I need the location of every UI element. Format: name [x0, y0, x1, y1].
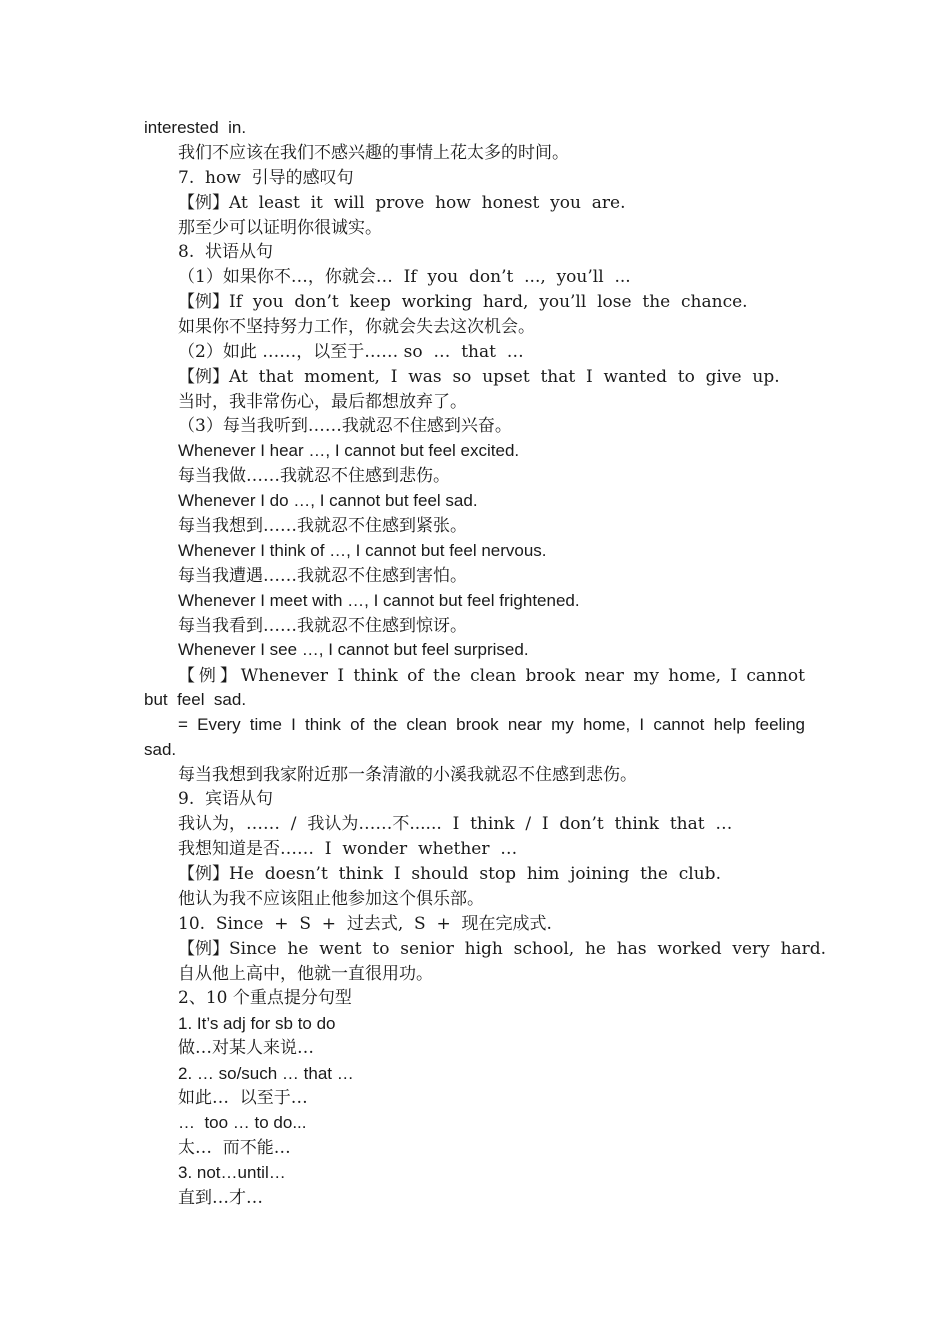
text-line: … too … to do...	[178, 1113, 307, 1132]
text-line: 我们不应该在我们不感兴趣的事情上花太多的时间。	[178, 143, 569, 163]
text-line: 每当我遭遇……我就忍不住感到害怕。	[178, 566, 467, 586]
text-line: 当时，我非常伤心，最后都想放弃了。	[178, 392, 467, 412]
text-line: Whenever I see …, I cannot but feel surprised.	[178, 640, 529, 659]
text-line: 每当我想到我家附近那一条清澈的小溪我就忍不住感到悲伤。	[178, 765, 637, 785]
example-sentence: 【例】Whenever I think of the clean brook near my home, I cannot	[178, 666, 805, 686]
text-line: Whenever I do …, I cannot but feel sad.	[178, 491, 478, 510]
text-line: 直到…才…	[178, 1188, 263, 1208]
section-heading: 2、10 个重点提分句型	[178, 988, 352, 1008]
example-sentence: 【例】At least it will prove how honest you are.	[178, 193, 626, 213]
example-sentence: 【例】At that moment, I was so upset that I wanted to give up.	[178, 367, 780, 387]
text-line: （2）如此 ……，以至于…… so … that …	[178, 342, 524, 362]
example-sentence: 【例】Since he went to senior high school, he has worked very hard.	[178, 939, 827, 959]
text-line: 自从他上高中，他就一直很用功。	[178, 964, 433, 984]
text-line: 如果你不坚持努力工作，你就会失去这次机会。	[178, 317, 535, 337]
text-line: but feel sad.	[144, 690, 247, 709]
text-line: （3）每当我听到……我就忍不住感到兴奋。	[178, 416, 512, 436]
text-line: 做…对某人来说…	[178, 1038, 314, 1058]
text-line: 2. … so/such … that …	[178, 1064, 354, 1083]
text-line: 如此… 以至于…	[178, 1088, 308, 1108]
text-line: 每当我想到……我就忍不住感到紧张。	[178, 516, 467, 536]
section-heading: 8. 状语从句	[178, 242, 274, 262]
text-line: 我想知道是否…… I wonder whether …	[178, 839, 518, 859]
text-line: interested in.	[144, 118, 247, 137]
section-heading: 10. Since + S + 过去式, S + 现在完成式.	[178, 914, 552, 934]
text-line: 每当我做……我就忍不住感到悲伤。	[178, 466, 450, 486]
text-line: 我认为，…… / 我认为……不...... I think / I don’t think that …	[178, 814, 733, 834]
text-line: 每当我看到……我就忍不住感到惊讶。	[178, 616, 467, 636]
text-line: Whenever I meet with …, I cannot but feel frightened.	[178, 591, 580, 610]
section-heading: 7. how 引导的感叹句	[178, 168, 354, 188]
text-line: 1. It’s adj for sb to do	[178, 1014, 336, 1033]
text-line: 太… 而不能…	[178, 1138, 291, 1158]
text-line: Whenever I hear …, I cannot but feel excited.	[178, 441, 520, 460]
text-line: 他认为我不应该阻止他参加这个俱乐部。	[178, 889, 484, 909]
section-heading: 9. 宾语从句	[178, 789, 274, 809]
text-line: 那至少可以证明你很诚实。	[178, 218, 382, 238]
text-line: = Every time I think of the clean brook near my home, I cannot help feeling	[178, 715, 805, 734]
text-line: 3. not…until…	[178, 1163, 286, 1182]
text-line: sad.	[144, 740, 177, 759]
text-line: Whenever I think of …, I cannot but feel nervous.	[178, 541, 547, 560]
example-sentence: 【例】He doesn’t think I should stop him joining the club.	[178, 864, 721, 884]
example-sentence: 【例】If you don’t keep working hard, you’ll lose the chance.	[178, 292, 748, 312]
text-line: （1）如果你不…，你就会… If you don’t ..., you’ll ...	[178, 267, 631, 287]
